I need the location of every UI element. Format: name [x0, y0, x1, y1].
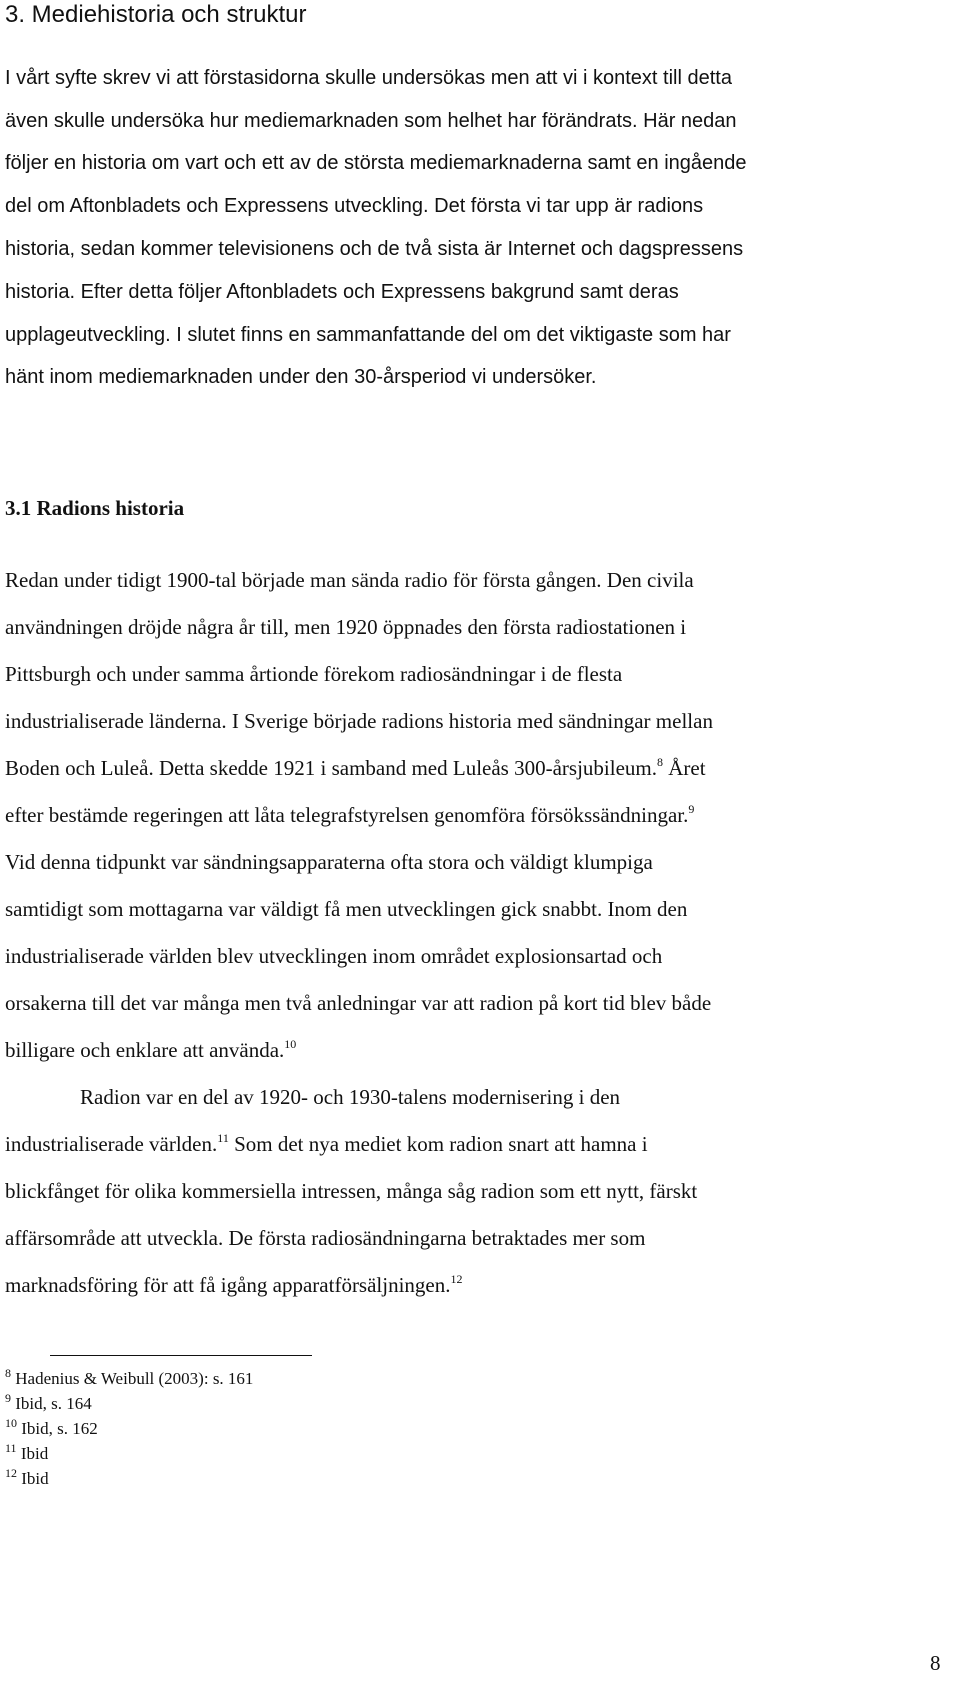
footnote-number: 10 — [5, 1416, 17, 1430]
footnote — [5, 1468, 49, 1490]
text-segment: billigare och enklare att använda. — [5, 1038, 285, 1062]
footnote-text: Ibid — [20, 1444, 49, 1463]
text-segment: efter bestämde regeringen att låta telegrafstyrelsen genomföra försökssändningar. — [5, 803, 689, 827]
text-line: Redan under tidigt 1900-tal började man sända radio för första gången. Den civila — [5, 568, 694, 592]
text-segment: Året — [668, 756, 706, 780]
footnote-text: Ibid, s. 162 — [21, 1419, 98, 1438]
text-line: blickfånget för olika kommersiella intressen, många såg radion som ett nytt, färskt — [5, 1179, 698, 1203]
text-line: historia. Efter detta följer Aftonbladets och Expressens bakgrund samt deras — [5, 281, 679, 303]
text-line: industrialiserade länderna. I Sverige började radions historia med sändningar mellan — [5, 709, 713, 733]
text-line: Vid denna tidpunkt var sändningsapparaterna ofta stora och väldigt klumpiga — [5, 850, 653, 874]
footnote-text: Ibid, s. 164 — [15, 1394, 92, 1413]
footnote-ref[interactable]: 9 — [688, 802, 695, 816]
text-line: följer en historia om vart och ett av de största mediemarknaderna samt en ingående — [5, 152, 747, 174]
footnote-ref[interactable]: 11 — [217, 1131, 229, 1145]
footnote-ref[interactable]: 12 — [450, 1272, 463, 1286]
section-heading: 3.1 Radions historia — [5, 496, 185, 520]
text-line: Pittsburgh och under samma årtionde förekom radiosändningar i de flesta — [5, 662, 623, 686]
text-line — [5, 802, 694, 828]
text-line: affärsområde att utveckla. De första radiosändningarna betraktades mer som — [5, 1226, 646, 1250]
text-line: upplageutveckling. I slutet finns en sammanfattande del om det viktigaste som har — [5, 324, 731, 346]
text-segment: Boden och Luleå. Detta skedde 1921 i samband med Luleås 300-årsjubileum. — [5, 756, 657, 780]
footnote-number: 8 — [5, 1366, 11, 1380]
text-line — [5, 1272, 463, 1298]
text-line: I vårt syfte skrev vi att förstasidorna skulle undersökas men att vi i kontext till detta — [5, 67, 732, 89]
footnote — [5, 1443, 48, 1465]
text-line: orsakerna till det var många men två anledningar var att radion på kort tid blev både — [5, 991, 712, 1015]
footnote-ref[interactable]: 10 — [284, 1037, 297, 1051]
page-number: 8 — [930, 1651, 941, 1675]
footnote — [5, 1368, 253, 1390]
text-line: användningen dröjde några år till, men 1920 öppnades den första radiostationen i — [5, 615, 687, 639]
footnote — [5, 1418, 98, 1440]
text-line: även skulle undersöka hur mediemarknaden som helhet har förändrats. Här nedan — [5, 110, 737, 132]
footnote-text: Hadenius & Weibull (2003): s. 161 — [15, 1369, 254, 1388]
footnote-number: 12 — [5, 1466, 17, 1480]
text-line — [5, 755, 706, 781]
text-segment: industrialiserade världen. — [5, 1132, 218, 1156]
footnote-number: 11 — [5, 1441, 17, 1455]
text-segment: Som det nya mediet kom radion snart att hamna i — [234, 1132, 648, 1156]
footnote — [5, 1393, 92, 1415]
text-line: Radion var en del av 1920- och 1930-talens modernisering i den — [80, 1085, 621, 1109]
footnote-number: 9 — [5, 1391, 11, 1405]
text-line — [5, 1037, 296, 1063]
text-line: industrialiserade världen blev utvecklingen inom området explosionsartad och — [5, 944, 663, 968]
footnote-text: Ibid — [21, 1469, 49, 1488]
text-line: hänt inom mediemarknaden under den 30-årsperiod vi undersöker. — [5, 366, 597, 388]
chapter-heading: 3. Mediehistoria och struktur — [5, 1, 307, 28]
text-line — [5, 1131, 648, 1157]
text-line: historia, sedan kommer televisionens och de två sista är Internet och dagspressens — [5, 238, 744, 260]
footnote-separator — [50, 1355, 312, 1356]
footnote-ref[interactable]: 8 — [657, 755, 663, 769]
text-line: samtidigt som mottagarna var väldigt få men utvecklingen gick snabbt. Inom den — [5, 897, 688, 921]
text-line: del om Aftonbladets och Expressens utveckling. Det första vi tar upp är radions — [5, 195, 704, 217]
text-segment: marknadsföring för att få igång apparatförsäljningen. — [5, 1273, 451, 1297]
